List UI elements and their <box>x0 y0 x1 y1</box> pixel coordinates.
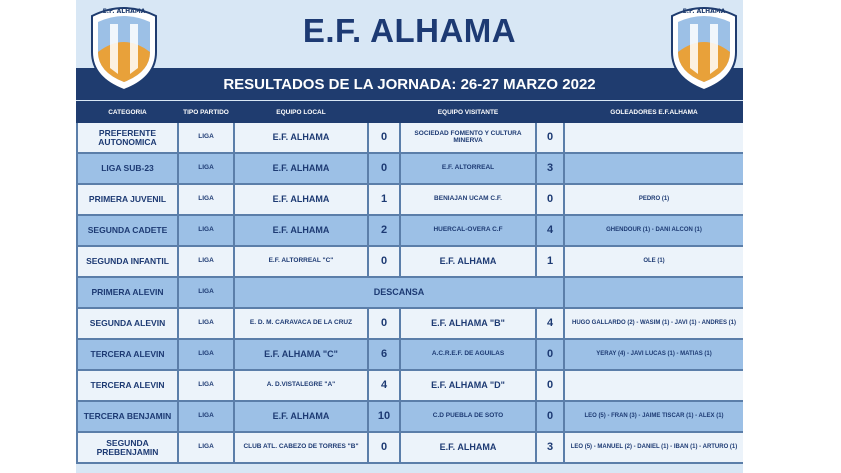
cell-categoria: SEGUNDA PREBENJAMIN <box>77 432 178 463</box>
header-goles-local <box>368 102 400 122</box>
cell-goleadores <box>564 370 743 401</box>
cell-equipo-visitante: C.D PUEBLA DE SOTO <box>400 401 536 432</box>
cell-goles-visitante: 0 <box>536 122 564 153</box>
cell-goles-visitante: 4 <box>536 215 564 246</box>
cell-equipo-local: E.F. ALHAMA <box>234 153 368 184</box>
table-row <box>77 122 743 153</box>
cell-goles-visitante: 0 <box>536 184 564 215</box>
cell-equipo-visitante: E.F. ALHAMA "B" <box>400 308 536 339</box>
cell-goles-local: 0 <box>368 153 400 184</box>
subtitle-band <box>76 68 743 100</box>
header-goleadores: GOLEADORES E.F.ALHAMA <box>564 102 743 122</box>
cell-equipo-visitante: HUERCAL-OVERA C.F <box>400 215 536 246</box>
header-equipo-visitante: EQUIPO VISITANTE <box>400 102 536 122</box>
crest-text-left: E.F. ALHAMA <box>102 8 146 15</box>
cell-goleadores: HUGO GALLARDO (2) - WASIM (1) - JAVI (1) - ANDRES (1) <box>564 308 743 339</box>
cell-categoria: TERCERA ALEVIN <box>77 339 178 370</box>
results-body <box>77 122 743 463</box>
cell-tipo-partido: LIGA <box>178 401 234 432</box>
cell-categoria: SEGUNDA ALEVIN <box>77 308 178 339</box>
cell-goles-visitante: 0 <box>536 339 564 370</box>
table-row <box>77 401 743 432</box>
cell-goleadores: PEDRO (1) <box>564 184 743 215</box>
header-goles-visitante <box>536 102 564 122</box>
header-categoria: CATEGORIA <box>77 102 178 122</box>
cell-equipo-local: E. D. M. CARAVACA DE LA CRUZ <box>234 308 368 339</box>
cell-categoria: LIGA SUB-23 <box>77 153 178 184</box>
cell-goles-visitante: 4 <box>536 308 564 339</box>
header-equipo-local: EQUIPO LOCAL <box>234 102 368 122</box>
cell-goleadores: OLE (1) <box>564 246 743 277</box>
club-crest-left-icon <box>88 2 160 92</box>
cell-tipo-partido: LIGA <box>178 277 234 308</box>
cell-equipo-local: E.F. ALTORREAL "C" <box>234 246 368 277</box>
cell-categoria: TERCERA BENJAMIN <box>77 401 178 432</box>
cell-equipo-local: E.F. ALHAMA <box>234 401 368 432</box>
cell-goleadores <box>564 153 743 184</box>
cell-categoria: PRIMERA ALEVIN <box>77 277 178 308</box>
cell-equipo-visitante: E.F. ALHAMA <box>400 246 536 277</box>
cell-goles-local: 1 <box>368 184 400 215</box>
cell-tipo-partido: LIGA <box>178 215 234 246</box>
cell-equipo-local: A. D.VISTALEGRE "A" <box>234 370 368 401</box>
cell-equipo-local: E.F. ALHAMA "C" <box>234 339 368 370</box>
cell-goles-visitante: 0 <box>536 401 564 432</box>
cell-categoria: SEGUNDA INFANTIL <box>77 246 178 277</box>
cell-goles-local: 6 <box>368 339 400 370</box>
club-crest-right-icon <box>668 2 740 92</box>
cell-goleadores: LEO (5) - MANUEL (2) - DANIEL (1) - IBAN (1) - ARTURO (1) <box>564 432 743 463</box>
results-sheet <box>76 0 743 473</box>
cell-goles-local: 4 <box>368 370 400 401</box>
cell-equipo-visitante: BENIAJAN UCAM C.F. <box>400 184 536 215</box>
table-row <box>77 184 743 215</box>
cell-goles-visitante: 3 <box>536 153 564 184</box>
cell-equipo-visitante: E.F. ALTORREAL <box>400 153 536 184</box>
cell-equipo-local: E.F. ALHAMA <box>234 215 368 246</box>
header-band <box>76 0 743 68</box>
cell-tipo-partido: LIGA <box>178 153 234 184</box>
cell-categoria: SEGUNDA CADETE <box>77 215 178 246</box>
cell-goles-visitante: 3 <box>536 432 564 463</box>
page-subtitle: RESULTADOS DE LA JORNADA: 26-27 MARZO 2022 <box>223 76 596 93</box>
cell-equipo-visitante: A.C.R.E.F. DE AGUILAS <box>400 339 536 370</box>
cell-tipo-partido: LIGA <box>178 370 234 401</box>
cell-goles-visitante: 1 <box>536 246 564 277</box>
table-row <box>77 370 743 401</box>
cell-equipo-visitante: E.F. ALHAMA <box>400 432 536 463</box>
table-row <box>77 308 743 339</box>
cell-goleadores <box>564 122 743 153</box>
cell-equipo-local: E.F. ALHAMA <box>234 122 368 153</box>
cell-goles-local: 10 <box>368 401 400 432</box>
table-row <box>77 246 743 277</box>
table-row <box>77 153 743 184</box>
cell-tipo-partido: LIGA <box>178 246 234 277</box>
cell-tipo-partido: LIGA <box>178 432 234 463</box>
cell-goleadores: YERAY (4) - JAVI LUCAS (1) - MATIAS (1) <box>564 339 743 370</box>
cell-goles-local: 0 <box>368 122 400 153</box>
table-row <box>77 277 743 308</box>
page-title: E.F. ALHAMA <box>302 12 517 49</box>
cell-categoria: TERCERA ALEVIN <box>77 370 178 401</box>
cell-tipo-partido: LIGA <box>178 184 234 215</box>
results-table <box>76 101 743 464</box>
cell-goles-local: 0 <box>368 432 400 463</box>
header-tipo-partido: TIPO PARTIDO <box>178 102 234 122</box>
cell-goleadores: GHENDOUR (1) - DANI ALCON (1) <box>564 215 743 246</box>
cell-goles-visitante: 0 <box>536 370 564 401</box>
cell-categoria: PREFERENTE AUTONOMICA <box>77 122 178 153</box>
cell-descansa: DESCANSA <box>234 277 564 308</box>
cell-goles-local: 0 <box>368 308 400 339</box>
cell-tipo-partido: LIGA <box>178 339 234 370</box>
cell-tipo-partido: LIGA <box>178 308 234 339</box>
cell-goles-local: 0 <box>368 246 400 277</box>
table-row <box>77 215 743 246</box>
table-row <box>77 432 743 463</box>
cell-categoria: PRIMERA JUVENIL <box>77 184 178 215</box>
cell-tipo-partido: LIGA <box>178 122 234 153</box>
cell-goleadores <box>564 277 743 308</box>
cell-equipo-local: CLUB ATL. CABEZO DE TORRES "B" <box>234 432 368 463</box>
table-row <box>77 339 743 370</box>
cell-equipo-local: E.F. ALHAMA <box>234 184 368 215</box>
cell-goleadores: LEO (5) - FRAN (3) - JAIME TISCAR (1) - ALEX (1) <box>564 401 743 432</box>
cell-equipo-visitante: SOCIEDAD FOMENTO Y CULTURA MINERVA <box>400 122 536 153</box>
cell-equipo-visitante: E.F. ALHAMA "D" <box>400 370 536 401</box>
table-header-row <box>77 102 743 122</box>
crest-text-right: E.F. ALHAMA <box>682 8 726 15</box>
cell-goles-local: 2 <box>368 215 400 246</box>
